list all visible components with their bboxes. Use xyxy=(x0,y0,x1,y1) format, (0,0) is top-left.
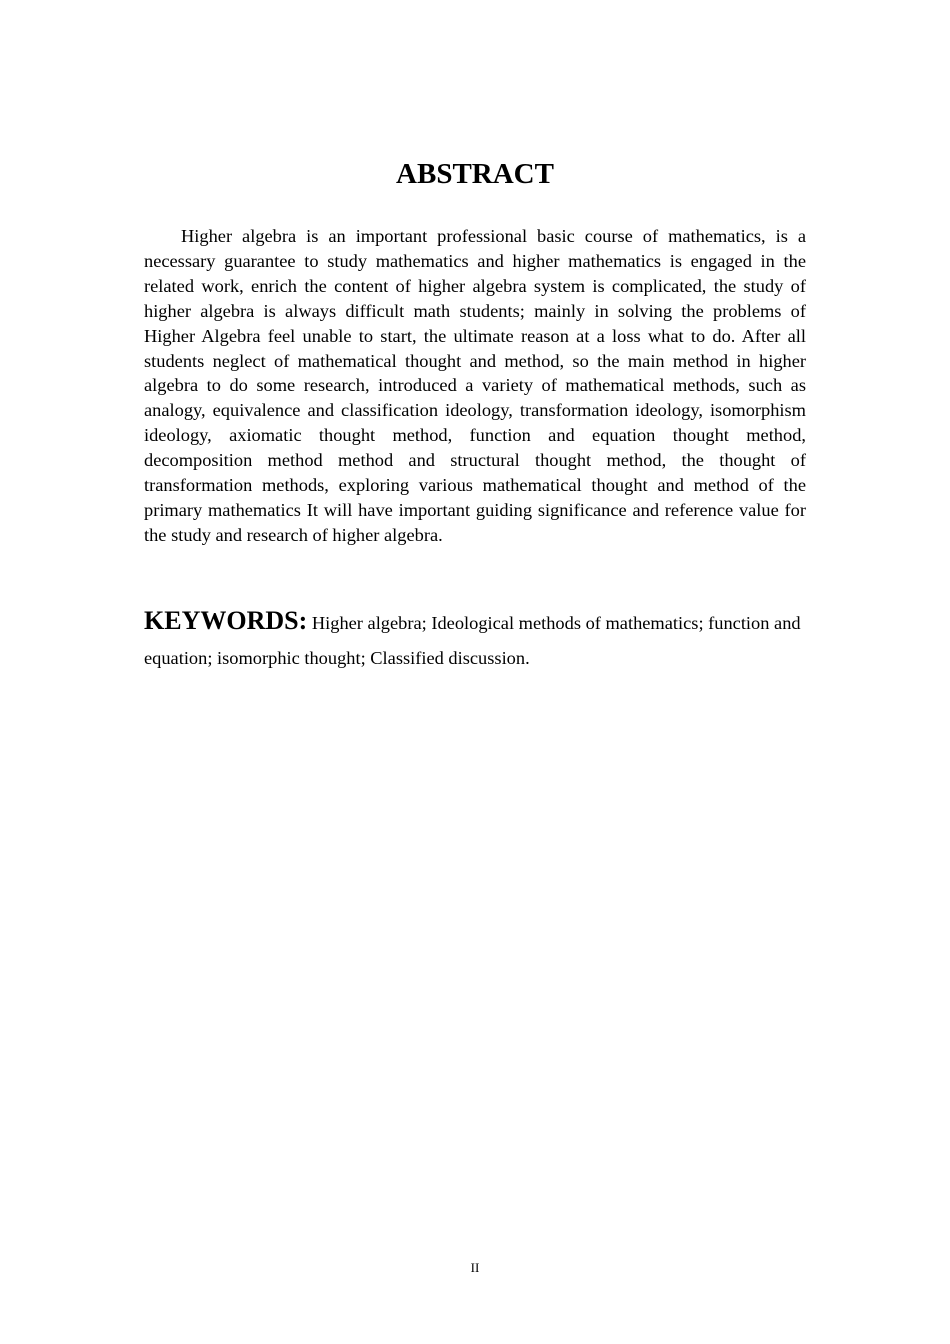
page-number: II xyxy=(470,1260,480,1275)
keywords-section xyxy=(144,603,806,676)
abstract-title: ABSTRACT xyxy=(396,158,554,190)
abstract-paragraph: Higher algebra is an important professional basic course of mathematics, is a necessary guarantee to study mathematics and higher mathematics is engaged in the related work, enrich the content of higher algebra system is complicated, the study of higher algebra is always difficult math students; mainly in solving the problems of Higher Algebra feel unable to start, the ultimate reason at a loss what to do. After all students neglect of mathematical thought and method, so the main method in higher algebra to do some research, introduced a variety of mathematical methods, such as analogy, equivalence and classification ideology, transformation ideology, isomorphism ideology, axiomatic thought method, function and equation thought method, decomposition method method and structural thought method, the thought of transformation methods, exploring various mathematical thought and method of the primary mathematics It will have important guiding significance and reference value for the study and research of higher algebra. xyxy=(144,226,806,545)
keywords-list: Higher algebra; Ideological methods of mathematics; function and equation; isomorphic thought; Classified discussion. xyxy=(144,613,801,668)
keywords-label: KEYWORDS: xyxy=(144,606,308,635)
